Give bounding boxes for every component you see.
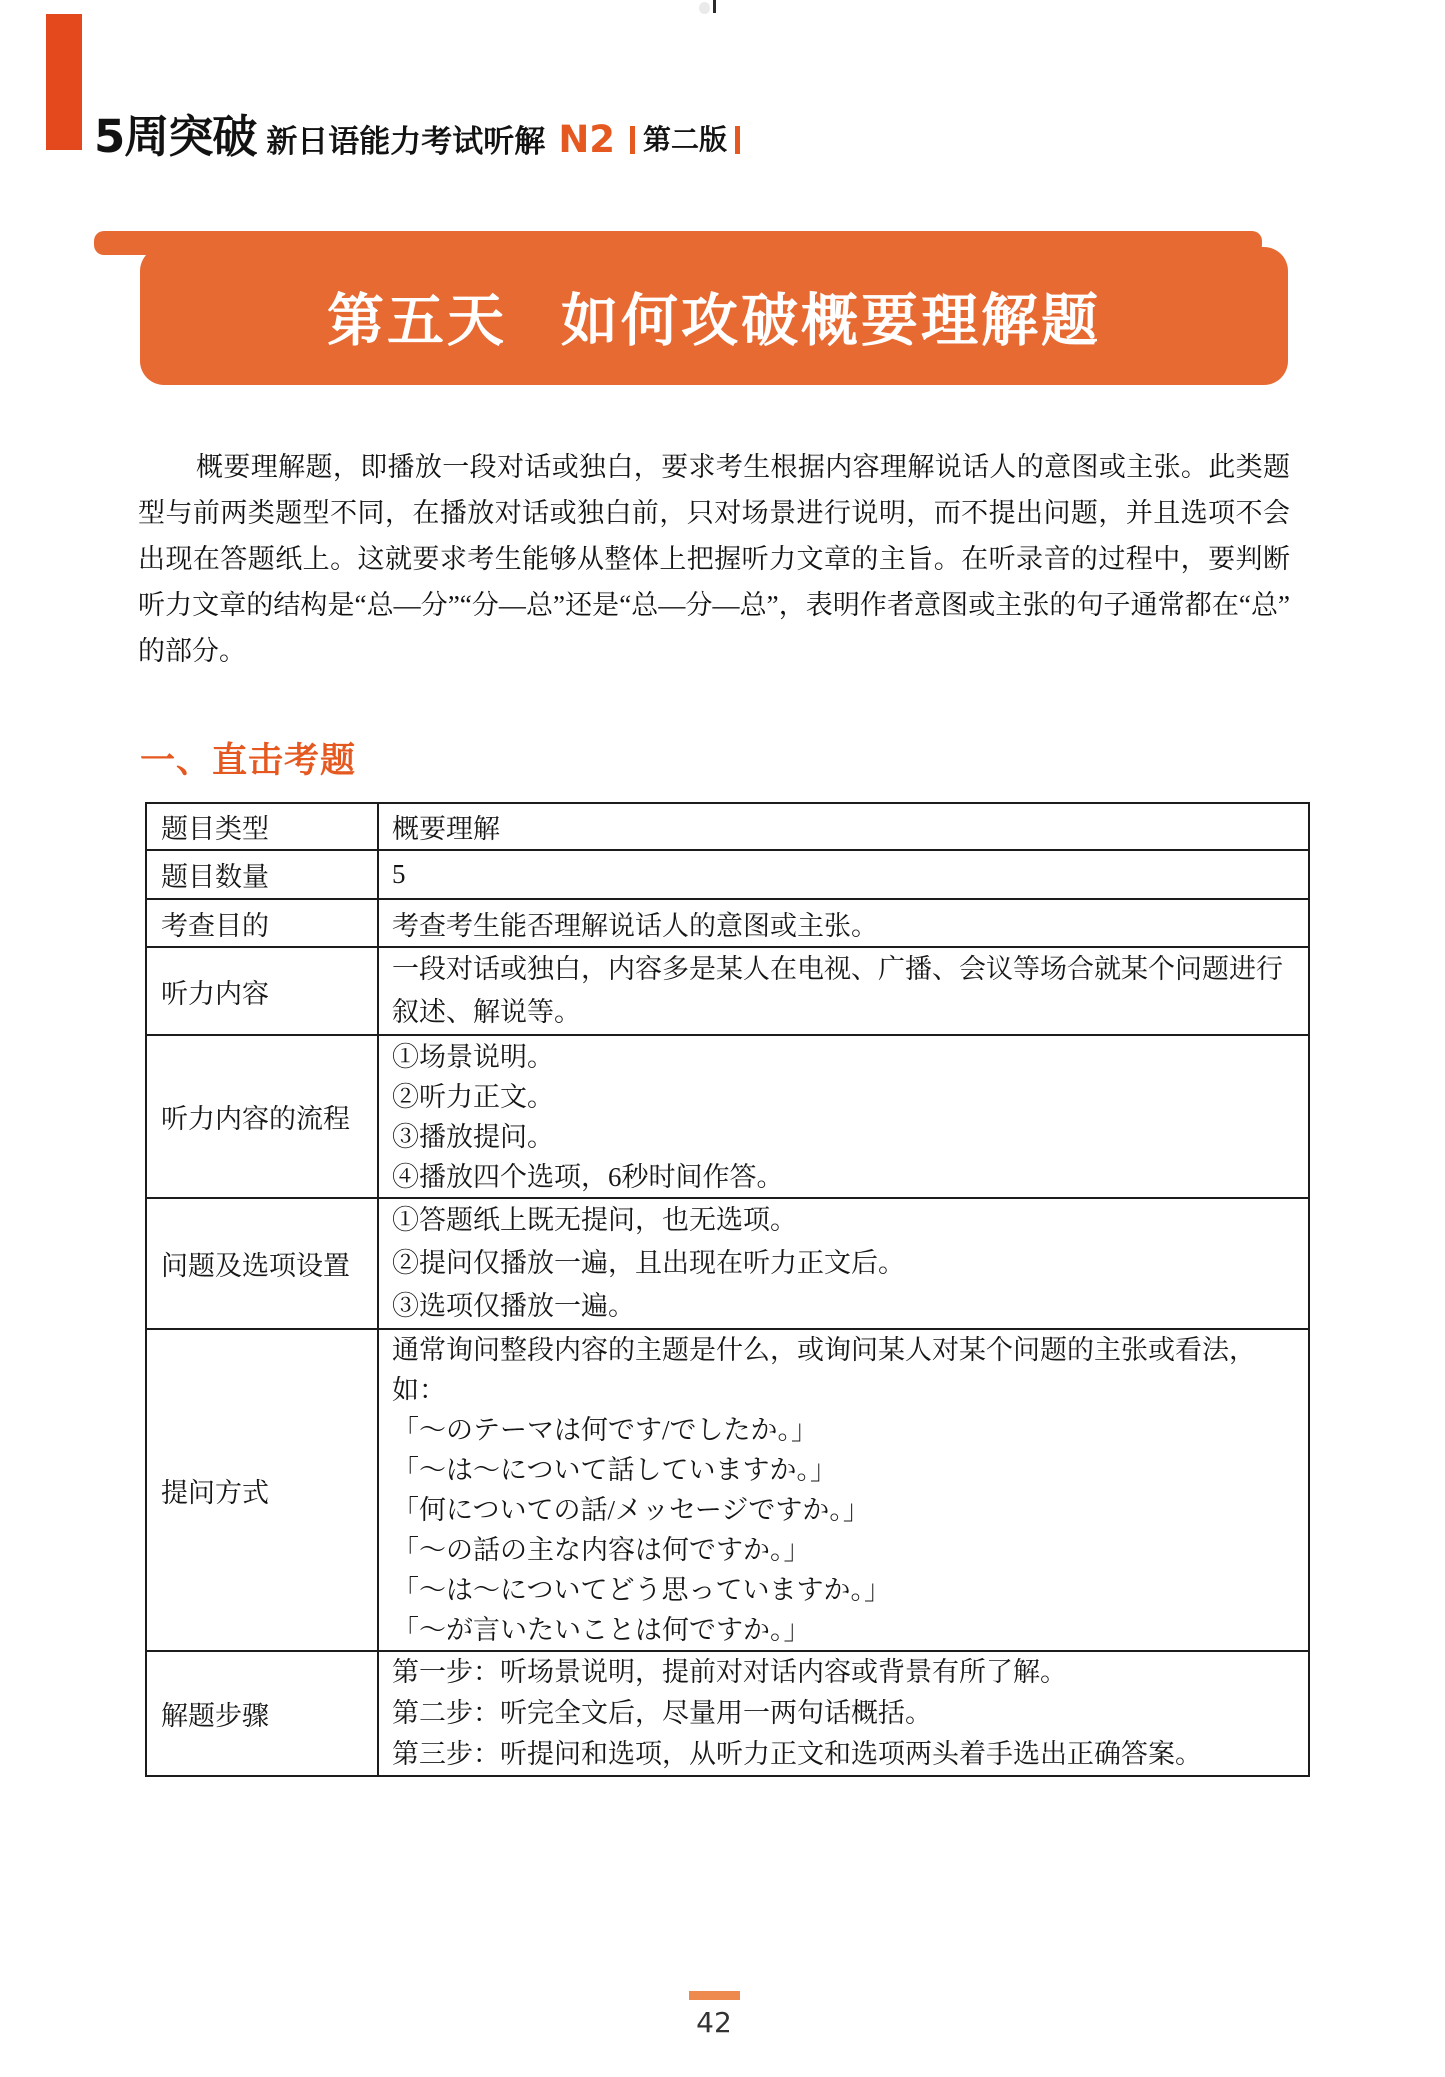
chapter-title: 如何攻破概要理解题 <box>561 288 1101 354</box>
table-row <box>146 1035 1309 1198</box>
row-content <box>378 1651 1309 1776</box>
edition-block <box>630 118 740 158</box>
cell-line: ③播放提问。 <box>392 1121 554 1152</box>
series-title: 5周突破 <box>94 110 257 163</box>
book-subtitle: 新日语能力考试听解 <box>266 124 546 160</box>
row-label: 解题步骤 <box>146 1651 378 1776</box>
chapter-banner <box>140 247 1288 385</box>
row-content: 考查考生能否理解说话人的意图或主张。 <box>378 899 1309 947</box>
row-content: 一段对话或独白，内容多是某人在电视、广播、会议等场合就某个问题进行叙述、解说等。 <box>378 947 1309 1035</box>
row-label: 问题及选项设置 <box>146 1198 378 1329</box>
edition-divider-left <box>630 126 635 154</box>
table-row <box>146 803 1309 850</box>
edition-divider-right <box>735 126 740 154</box>
table-row <box>146 1198 1309 1329</box>
cell-line: 「～のテーマは何です/でしたか。」 <box>392 1415 819 1445</box>
jlpt-level-badge: N2 <box>558 118 616 161</box>
print-tick-mark <box>713 0 716 13</box>
cell-line: ②提问仅播放一遍，且出现在听力正文后。 <box>392 1248 905 1278</box>
table-row <box>146 850 1309 899</box>
book-header <box>94 100 740 165</box>
print-smudge-mark <box>699 2 710 14</box>
row-content: 5 <box>378 850 1309 899</box>
header-accent-bar <box>46 14 82 150</box>
cell-line: 「～は～についてどう思っていますか。」 <box>392 1575 891 1605</box>
cell-line: 第一步：听场景说明，提前对对话内容或背景有所了解。 <box>392 1657 1067 1687</box>
row-content <box>378 1035 1309 1198</box>
cell-line: ①答题纸上既无提问，也无选项。 <box>392 1205 797 1235</box>
cell-line: ①场景说明。 <box>392 1041 554 1072</box>
row-label: 提问方式 <box>146 1329 378 1651</box>
table-row <box>146 1329 1309 1651</box>
cell-line: 通常询问整段内容的主题是什么，或询问某人对某个问题的主张或看法，如： <box>392 1335 1256 1405</box>
cell-line: 「～の話の主な内容は何ですか。」 <box>392 1535 811 1565</box>
cell-line: 「～が言いたいことは何ですか。」 <box>392 1615 811 1645</box>
question-type-table <box>145 802 1310 1777</box>
table-row <box>146 899 1309 947</box>
row-label: 考查目的 <box>146 899 378 947</box>
row-label: 题目类型 <box>146 803 378 850</box>
page-number: 42 <box>696 2006 732 2039</box>
cell-line: 「～は～について話していますか。」 <box>392 1455 837 1485</box>
table-row <box>146 947 1309 1035</box>
row-content <box>378 1329 1309 1651</box>
cell-line: 「何についての話/メッセージですか。」 <box>392 1495 870 1525</box>
row-content: 概要理解 <box>378 803 1309 850</box>
chapter-day: 第五天 <box>327 288 507 354</box>
cell-line: 第二步：听完全文后，尽量用一两句话概括。 <box>392 1698 932 1728</box>
row-label: 题目数量 <box>146 850 378 899</box>
intro-paragraph: 概要理解题，即播放一段对话或独白，要求考生根据内容理解说话人的意图或主张。此类题型与前两类题型不同，在播放对话或独白前，只对场景进行说明，而不提出问题，并且选项不会出现在答题纸上。这就要求考生能够从整体上把握听力文章的主旨。在听录音的过程中，要判断听力文章的结构是“总—分”“分—总”还是“总—分—总”，表明作者意图或主张的句子通常都在“总”的部分。 <box>138 452 1290 666</box>
cell-line: ④播放四个选项，6秒时间作答。 <box>392 1161 784 1192</box>
row-label: 听力内容的流程 <box>146 1035 378 1198</box>
section-heading: 一、直击考题 <box>140 741 357 781</box>
row-content <box>378 1198 1309 1329</box>
table-row <box>146 1651 1309 1776</box>
cell-line: ③选项仅播放一遍。 <box>392 1291 635 1321</box>
cell-line: 第三步：听提问和选项，从听力正文和选项两头着手选出正确答案。 <box>392 1739 1202 1769</box>
footer-accent-bar <box>689 1991 740 2000</box>
row-label: 听力内容 <box>146 947 378 1035</box>
cell-line: ②听力正文。 <box>392 1081 554 1112</box>
edition-label: 第二版 <box>643 123 728 156</box>
